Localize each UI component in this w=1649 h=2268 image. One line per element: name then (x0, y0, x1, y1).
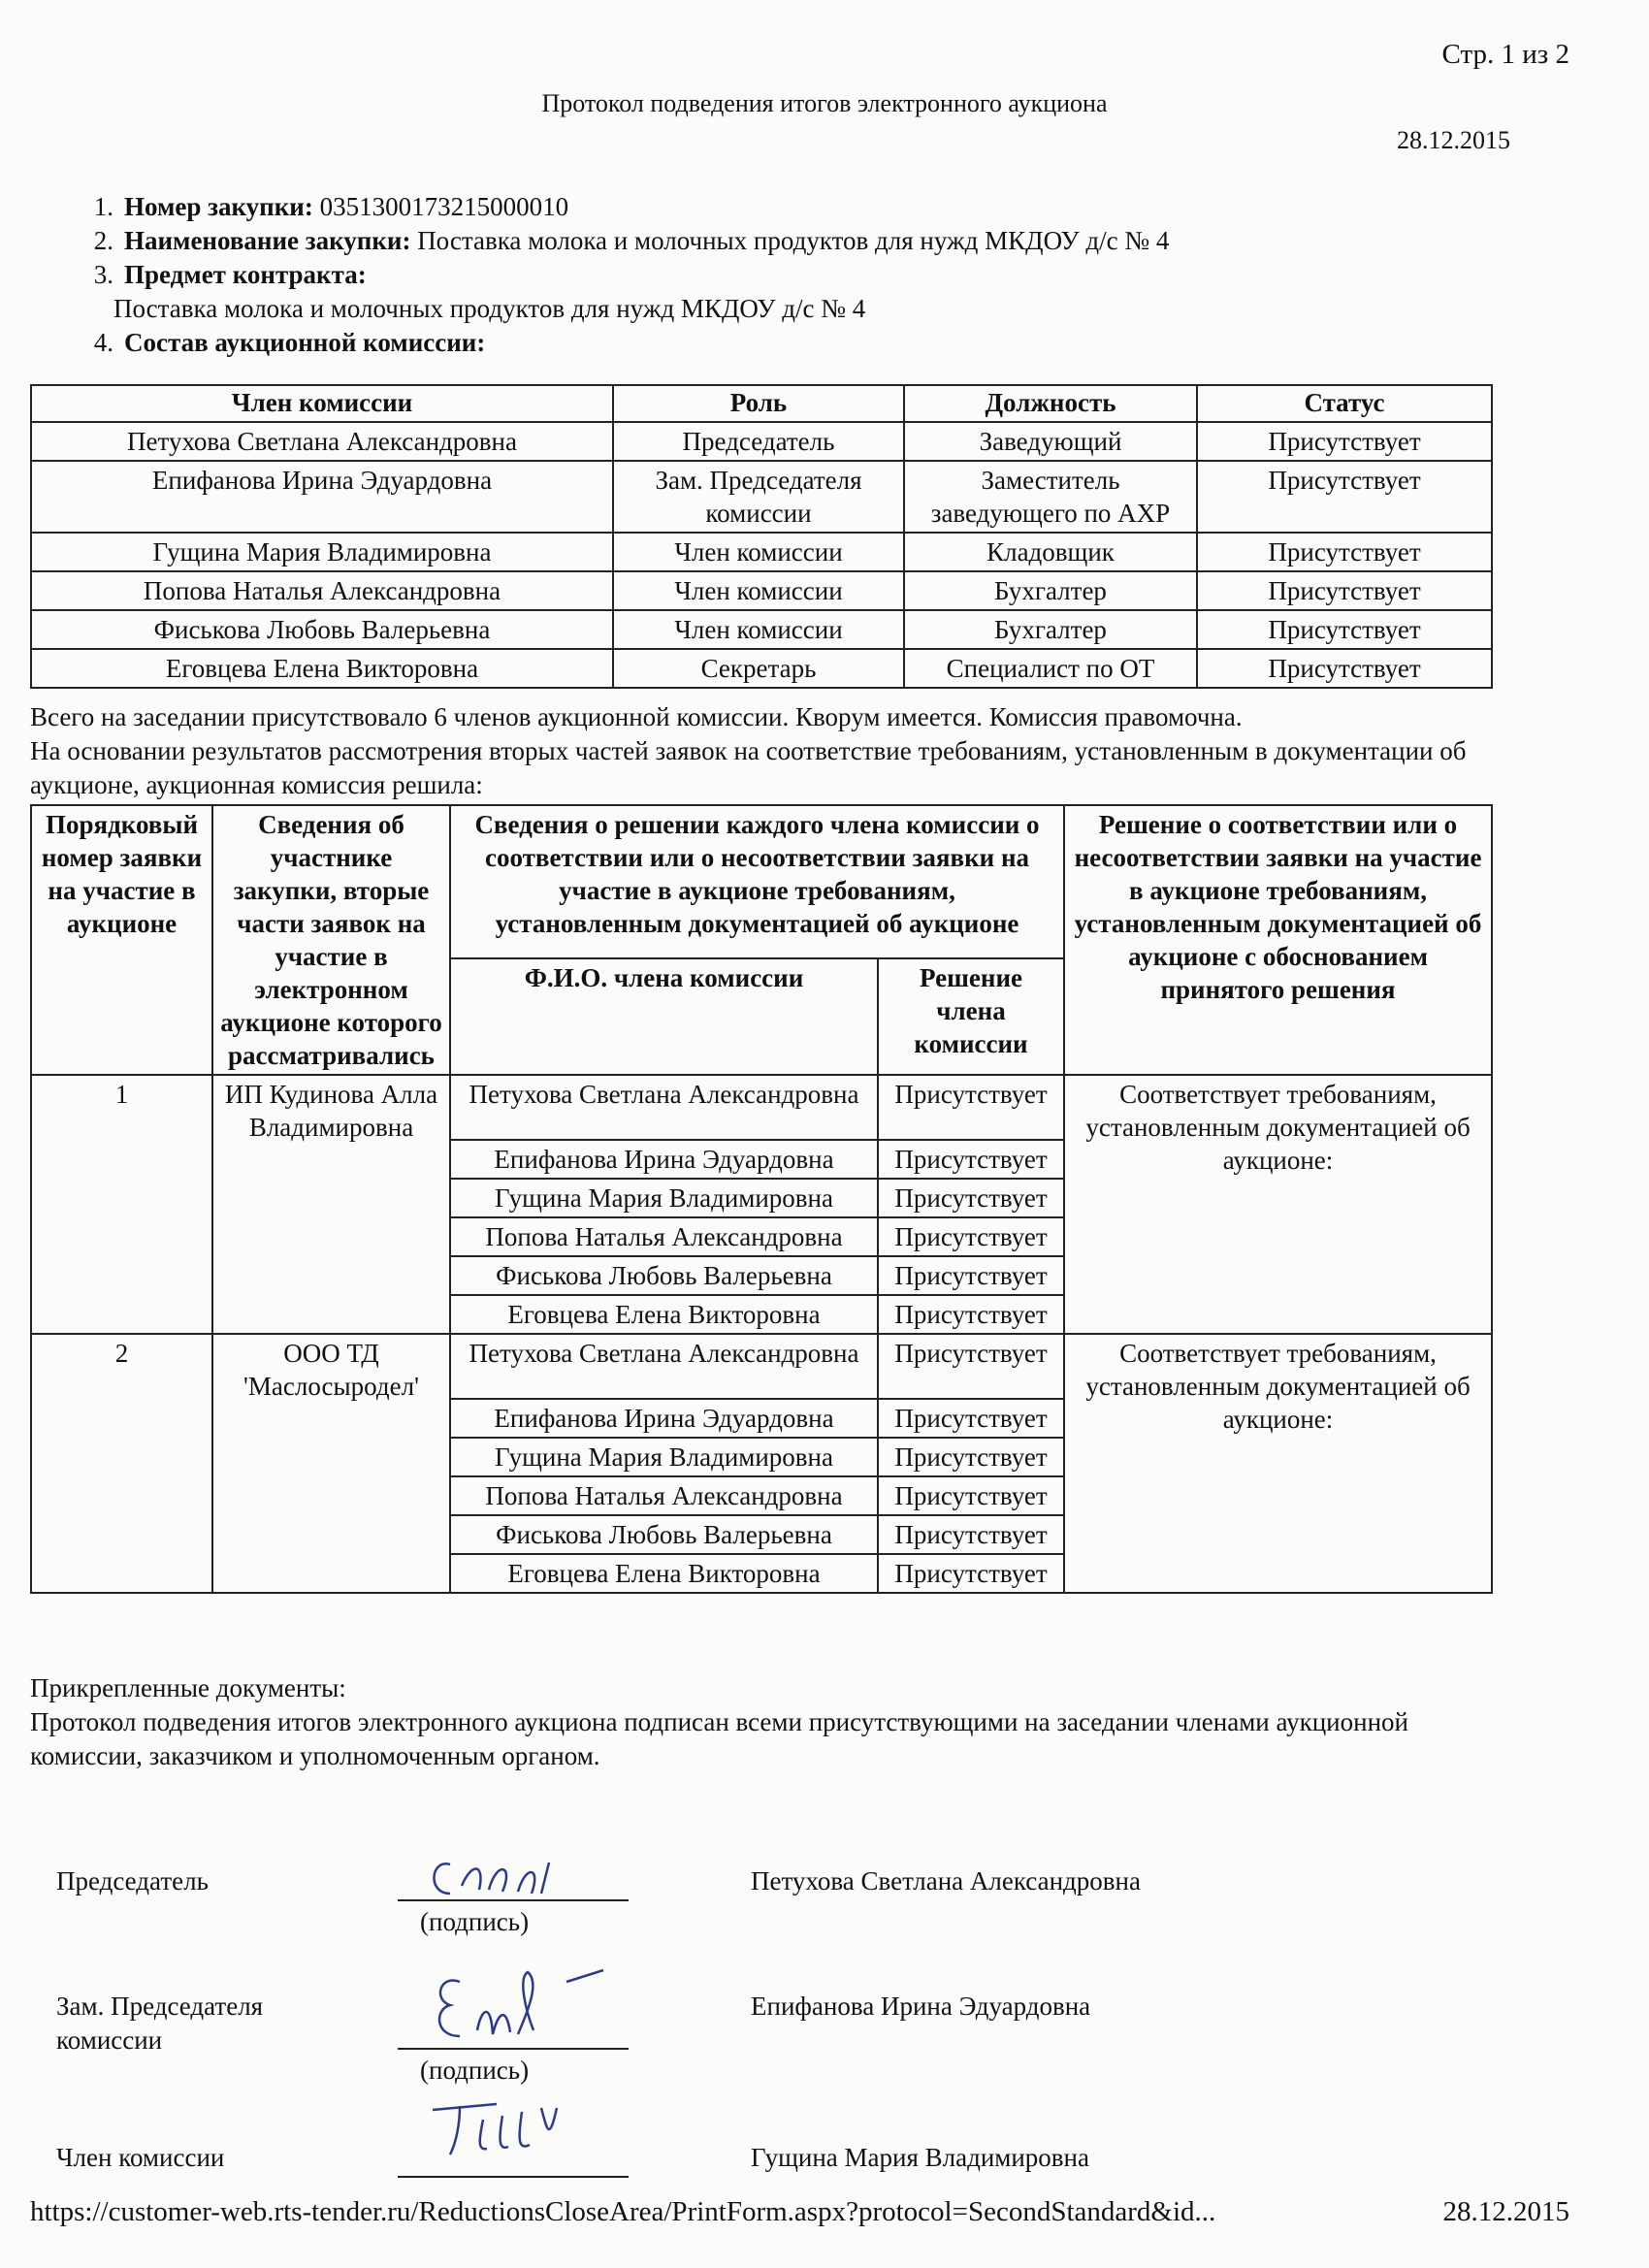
member-decision: Присутствует (878, 1515, 1064, 1554)
signatory-name: Гущина Мария Владимировна (751, 2143, 1089, 2172)
member-name: Еговцева Елена Викторовна (450, 1295, 878, 1334)
member-status: Присутствует (1197, 422, 1492, 461)
member-decision: Присутствует (878, 1217, 1064, 1256)
application-number: 1 (31, 1075, 212, 1334)
member-decision: Присутствует (878, 1334, 1064, 1399)
table-row (31, 422, 1492, 461)
member-name: Епифанова Ирина Эдуардовна (31, 461, 613, 533)
member-name-header: Ф.И.О. члена комиссии (450, 958, 878, 1075)
member-position: Специалист по ОТ (904, 649, 1197, 688)
signature-row-member (56, 2141, 1569, 2180)
member-decisions-header: Сведения о решении каждого члена комиссии о соответствии или о несоответствии заявки на участие в аукционе требованиям, установленным документацией об аукционе (450, 805, 1064, 958)
member-status: Присутствует (1197, 571, 1492, 610)
handwritten-signature (421, 2100, 596, 2160)
member-position: Заведующий (904, 422, 1197, 461)
member-name: Петухова Светлана Александровна (450, 1075, 878, 1140)
decision-intro: На основании результатов рассмотрения вторых частей заявок на соответствие требованиям, установленным в документации об аукционе, аукционная комиссия решила: (30, 736, 1467, 799)
table-header-row (31, 385, 1492, 422)
member-position: Заместитель заведующего по АХР (904, 461, 1197, 533)
final-decision: Соответствует требованиям, установленным документацией об аукционе: (1064, 1075, 1492, 1334)
signature-line (398, 1899, 629, 1901)
member-status: Присутствует (1197, 610, 1492, 649)
signature-line (398, 2048, 629, 2050)
member-role: Секретарь (613, 649, 904, 688)
signatory-name: Петухова Светлана Александровна (751, 1866, 1141, 1895)
document-date: 28.12.2015 (1397, 126, 1510, 154)
item-label: Состав аукционной комиссии: (124, 328, 486, 357)
member-name: Еговцева Елена Викторовна (450, 1554, 878, 1593)
item-number: 4. (93, 328, 113, 357)
order-number-header: Порядковый номер заявки на участие в аукционе (31, 805, 212, 1075)
member-decision: Присутствует (878, 1075, 1064, 1140)
participant-name: ИП Кудинова Алла Владимировна (212, 1075, 450, 1334)
handwritten-signature (421, 1953, 634, 2050)
signature-caption: (подпись) (420, 2056, 530, 2085)
quorum-text: Всего на заседании присутствовало 6 членов аукционной комиссии. Кворум имеется. Комиссия правомочна. (30, 702, 1243, 731)
member-name: Гущина Мария Владимировна (450, 1438, 878, 1476)
table-row (31, 461, 1492, 533)
member-name: Фиськова Любовь Валерьевна (450, 1256, 878, 1295)
signature-role: Зам. Председателя комиссии (56, 1992, 264, 2055)
member-name: Попова Наталья Александровна (450, 1217, 878, 1256)
commission-table (30, 384, 1493, 689)
member-status: Присутствует (1197, 649, 1492, 688)
participant-name: ООО ТД 'Маслосыродел' (212, 1334, 450, 1593)
member-name: Попова Наталья Александровна (31, 571, 613, 610)
application-number: 2 (31, 1334, 212, 1593)
member-decision: Присутствует (878, 1256, 1064, 1295)
column-header: Член комиссии (31, 385, 613, 422)
footer-url: https://customer-web.rts-tender.ru/ReductionsCloseArea/PrintForm.aspx?protocol=SecondStandard&id... (30, 2196, 1216, 2227)
column-header: Статус (1197, 385, 1492, 422)
document-title: Протокол подведения итогов электронного аукциона (541, 89, 1108, 117)
item-value: Поставка молока и молочных продуктов для нужд МКДОУ д/с № 4 (410, 226, 1170, 255)
member-role: Член комиссии (613, 571, 904, 610)
member-role: Зам. Председателя комиссии (613, 461, 904, 533)
table-row (31, 610, 1492, 649)
member-name: Петухова Светлана Александровна (450, 1334, 878, 1399)
item-number: 2. (93, 226, 113, 255)
item-purchase-name (70, 224, 1486, 258)
member-name: Фиськова Любовь Валерьевна (31, 610, 613, 649)
member-name: Епифанова Ирина Эдуардовна (450, 1140, 878, 1179)
signature-line (398, 2176, 629, 2178)
member-position: Кладовщик (904, 533, 1197, 571)
member-decision: Присутствует (878, 1438, 1064, 1476)
item-value: 0351300173215000010 (312, 192, 569, 221)
signature-role: Член комиссии (56, 2143, 225, 2172)
signature-row-vice-chair (56, 1990, 1569, 2116)
table-row (31, 533, 1492, 571)
member-position: Бухгалтер (904, 571, 1197, 610)
signatory-name: Епифанова Ирина Эдуардовна (751, 1992, 1091, 2021)
member-decision: Присутствует (878, 1179, 1064, 1217)
table-row (31, 1334, 1492, 1399)
member-decision: Присутствует (878, 1140, 1064, 1179)
signature-role: Председатель (56, 1866, 209, 1895)
final-decision-header: Решение о соответствии или о несоответствии заявки на участие в аукционе требованиям, установленным документацией об аукционе с обоснованием принятого решения (1064, 805, 1492, 1075)
member-decision: Присутствует (878, 1399, 1064, 1438)
table-row (31, 1075, 1492, 1140)
member-status: Присутствует (1197, 533, 1492, 571)
column-header: Должность (904, 385, 1197, 422)
participant-header: Сведения об участнике закупки, вторые части заявок на участие в электронном аукционе которого рассматривались (212, 805, 450, 1075)
item-label: Предмет контракта: (124, 260, 367, 289)
member-name: Попова Наталья Александровна (450, 1476, 878, 1515)
member-decision: Присутствует (878, 1295, 1064, 1334)
member-name: Гущина Мария Владимировна (31, 533, 613, 571)
member-name: Еговцева Елена Викторовна (31, 649, 613, 688)
member-role: Член комиссии (613, 610, 904, 649)
signature-row-chair (56, 1864, 1569, 1961)
member-position: Бухгалтер (904, 610, 1197, 649)
member-role: Председатель (613, 422, 904, 461)
member-name: Гущина Мария Владимировна (450, 1179, 878, 1217)
member-decision: Присутствует (878, 1554, 1064, 1593)
signature-caption: (подпись) (420, 1907, 530, 1936)
item-purchase-number (70, 190, 1486, 224)
table-header-row (31, 805, 1492, 958)
column-header: Роль (613, 385, 904, 422)
table-row (31, 649, 1492, 688)
item-number: 1. (93, 192, 113, 221)
item-commission (70, 326, 1486, 360)
table-row (31, 571, 1492, 610)
member-decision: Присутствует (878, 1476, 1064, 1515)
item-label: Наименование закупки: (124, 226, 411, 255)
contract-subject-text: Поставка молока и молочных продуктов для нужд МКДОУ д/с № 4 (113, 294, 866, 323)
item-label: Номер закупки: (124, 192, 313, 221)
signed-statement: Протокол подведения итогов электронного аукциона подписан всеми присутствующими на заседании членами аукционной комиссии, заказчиком и уполномоченным органом. (30, 1707, 1408, 1770)
footer-date: 28.12.2015 (1442, 2196, 1569, 2227)
attached-documents: Прикрепленные документы: (30, 1673, 346, 1702)
member-decision-header: Решение члена комиссии (878, 958, 1064, 1075)
member-name: Петухова Светлана Александровна (31, 422, 613, 461)
member-name: Фиськова Любовь Валерьевна (450, 1515, 878, 1554)
page-number: Стр. 1 из 2 (1441, 39, 1569, 70)
item-number: 3. (93, 260, 113, 289)
member-role: Член комиссии (613, 533, 904, 571)
item-contract-subject (70, 258, 1486, 292)
results-table (30, 804, 1493, 1594)
protocol-items (70, 190, 1486, 360)
member-status: Присутствует (1197, 461, 1492, 533)
member-name: Епифанова Ирина Эдуардовна (450, 1399, 878, 1438)
final-decision: Соответствует требованиям, установленным документацией об аукционе: (1064, 1334, 1492, 1593)
